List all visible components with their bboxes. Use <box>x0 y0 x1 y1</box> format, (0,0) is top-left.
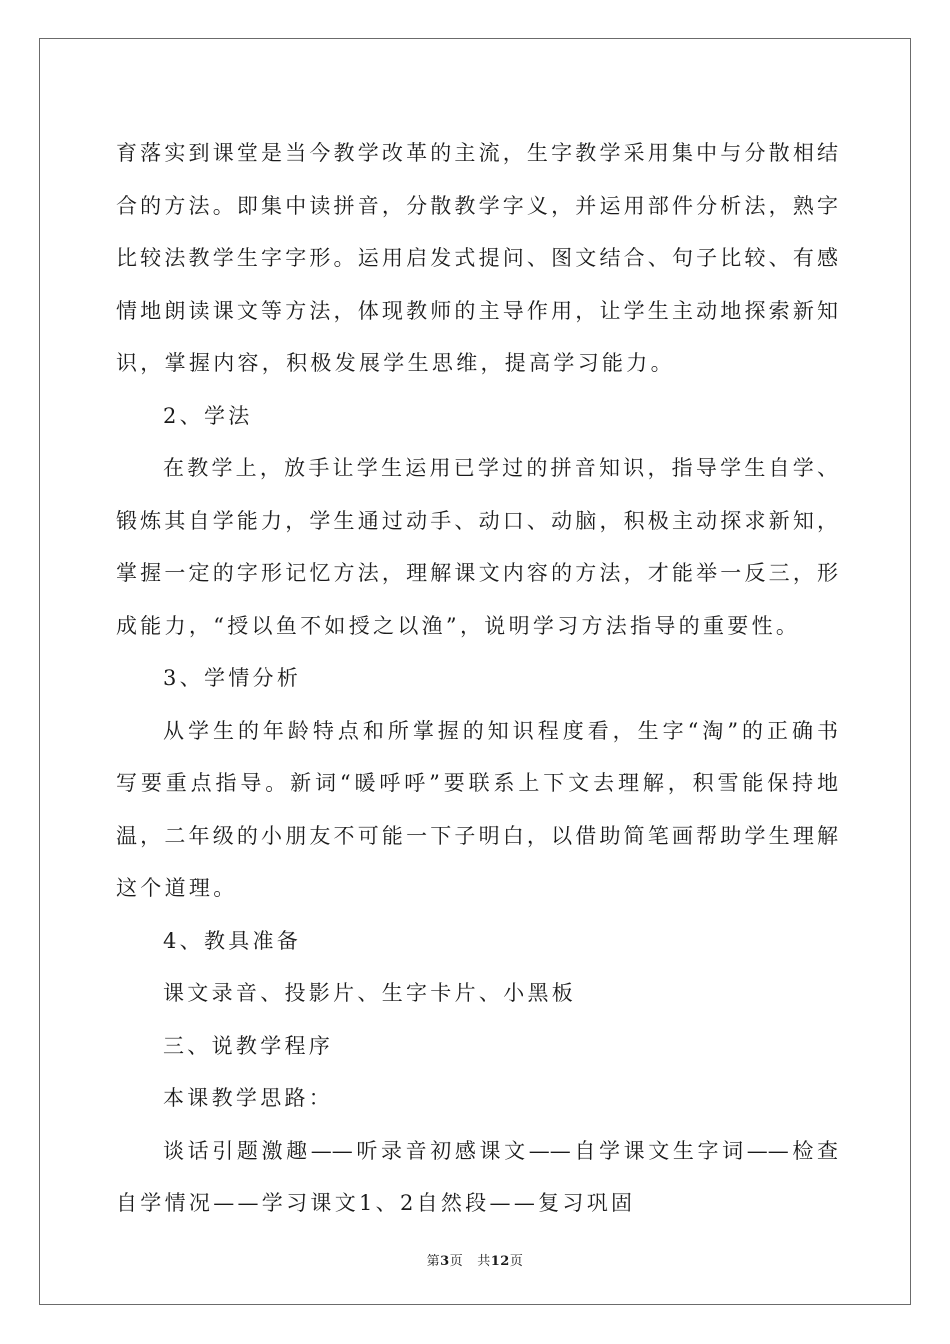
footer-total-suffix: 页 <box>509 1254 524 1269</box>
section-heading: 3、学情分析 <box>163 666 302 690</box>
text-line: 识，掌握内容，积极发展学生思维，提高学习能力。 <box>116 351 675 375</box>
text-line: 比较法教学生字字形。运用启发式提问、图文结合、句子比较、有感 <box>116 246 838 270</box>
footer-page-number: 3 <box>440 1254 450 1269</box>
text-line: 自学情况——学习课文1、2自然段——复习巩固 <box>116 1191 636 1215</box>
section-heading: 三、说教学程序 <box>163 1033 334 1058</box>
page-footer <box>0 1250 950 1269</box>
text-line: 这个道理。 <box>116 876 238 900</box>
text-line: 本课教学思路： <box>163 1086 334 1110</box>
text-line: 写要重点指导。新词“暖呼呼”要联系上下文去理解，积雪能保持地 <box>116 771 838 795</box>
text-line: 锻炼其自学能力，学生通过动手、动口、动脑，积极主动探求新知， <box>116 508 838 533</box>
footer-page-suffix: 页 <box>449 1254 464 1269</box>
document-body <box>116 127 838 1230</box>
text-line: 掌握一定的字形记忆方法，理解课文内容的方法，才能举一反三，形 <box>116 561 838 585</box>
text-line: 谈话引题激趣——听录音初感课文——自学课文生字词——检查 <box>163 1138 838 1163</box>
footer-page-prefix: 第 <box>426 1254 441 1269</box>
footer-total-pages: 12 <box>490 1254 510 1269</box>
text-line: 成能力，“授以鱼不如授之以渔”，说明学习方法指导的重要性。 <box>116 613 801 638</box>
text-line: 从学生的年龄特点和所掌握的知识程度看，生字“淘”的正确书 <box>163 718 838 743</box>
text-line: 合的方法。即集中读拼音，分散教学字义，并运用部件分析法，熟字 <box>116 193 838 218</box>
text-line: 在教学上，放手让学生运用已学过的拼音知识，指导学生自学、 <box>163 456 838 480</box>
text-line: 情地朗读课文等方法，体现教师的主导作用，让学生主动地探索新知 <box>116 298 838 323</box>
text-line: 育落实到课堂是当今教学改革的主流，生字教学采用集中与分散相结 <box>116 141 838 165</box>
text-line: 课文录音、投影片、生字卡片、小黑板 <box>163 981 577 1005</box>
section-heading: 4、教具准备 <box>163 928 302 953</box>
footer-total-prefix: 共 <box>477 1254 491 1269</box>
text-line: 温，二年级的小朋友不可能一下子明白，以借助简笔画帮助学生理解 <box>116 823 838 848</box>
section-heading: 2、学法 <box>163 403 253 428</box>
